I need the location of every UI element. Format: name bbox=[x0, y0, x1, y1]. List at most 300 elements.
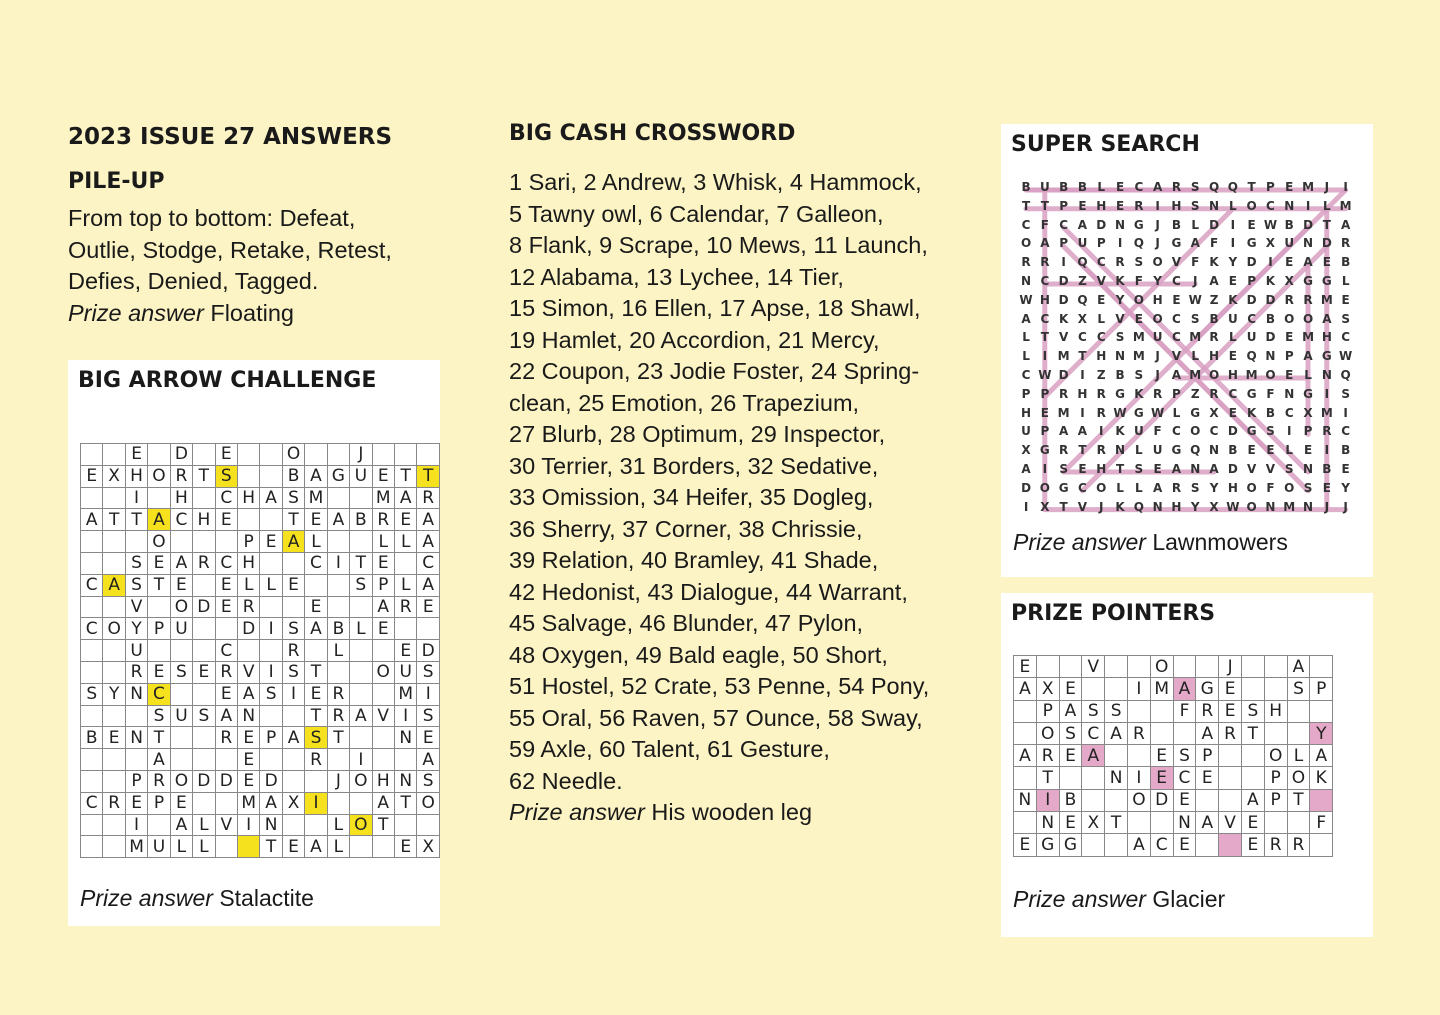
search-letter: G bbox=[1171, 236, 1182, 251]
search-letter: O bbox=[1265, 368, 1276, 382]
search-letter: T bbox=[1040, 330, 1049, 345]
prize-value: Lawnmowers bbox=[1145, 529, 1288, 555]
grid-cell: Y bbox=[1310, 722, 1333, 744]
search-letter: E bbox=[1341, 462, 1350, 476]
grid-cell: A bbox=[148, 509, 170, 531]
search-letter: F bbox=[1266, 480, 1275, 495]
grid-cell: R bbox=[215, 661, 237, 683]
search-letter: T bbox=[1078, 443, 1087, 458]
grid-cell: T bbox=[417, 465, 440, 487]
grid-cell: B bbox=[350, 509, 372, 531]
grid-cell bbox=[148, 596, 170, 618]
grid-cell bbox=[260, 509, 282, 531]
grid-cell bbox=[1105, 834, 1128, 856]
grid-cell: T bbox=[350, 552, 372, 574]
search-letter: V bbox=[1096, 274, 1106, 288]
search-letter: I bbox=[1117, 236, 1123, 251]
search-letter: M bbox=[1302, 180, 1315, 194]
grid-cell bbox=[282, 596, 304, 618]
grid-cell: E bbox=[1241, 834, 1264, 856]
grid-cell: E bbox=[394, 509, 416, 531]
search-letter: E bbox=[1341, 292, 1350, 307]
search-letter: P bbox=[1172, 386, 1181, 401]
search-letter: B bbox=[1021, 180, 1031, 194]
search-letter: E bbox=[1228, 405, 1237, 420]
search-letter: G bbox=[1190, 405, 1201, 420]
grid-cell: D bbox=[215, 770, 237, 792]
grid-cell: A bbox=[282, 727, 304, 749]
arrow-words-grid bbox=[80, 443, 440, 858]
grid-cell: R bbox=[305, 749, 327, 771]
grid-cell bbox=[1150, 722, 1173, 744]
search-letter: N bbox=[1115, 349, 1126, 364]
grid-cell bbox=[1264, 678, 1287, 700]
grid-row bbox=[81, 727, 440, 749]
search-letter: L bbox=[1323, 198, 1331, 213]
grid-cell: P bbox=[260, 727, 282, 749]
search-letter: K bbox=[1246, 405, 1257, 420]
grid-cell: S bbox=[350, 574, 372, 596]
grid-cell: C bbox=[305, 552, 327, 574]
search-letter: Y bbox=[1153, 274, 1162, 288]
grid-cell bbox=[394, 444, 416, 466]
search-letter: H bbox=[1152, 292, 1163, 307]
grid-cell: A bbox=[215, 705, 237, 727]
grid-cell: E bbox=[282, 574, 304, 596]
grid-cell bbox=[260, 444, 282, 466]
grid-row bbox=[81, 683, 440, 705]
search-letter: B bbox=[1322, 462, 1332, 476]
grid-cell: E bbox=[237, 749, 259, 771]
grid-cell bbox=[372, 444, 394, 466]
search-letter: E bbox=[1078, 198, 1087, 213]
grid-cell: O bbox=[417, 792, 440, 814]
search-letter: B bbox=[1209, 311, 1219, 326]
grid-cell: A bbox=[1082, 745, 1105, 767]
search-letter: O bbox=[1039, 480, 1050, 495]
answer-line: 62 Needle. bbox=[509, 767, 623, 794]
grid-cell: S bbox=[81, 683, 103, 705]
search-letter: R bbox=[1096, 405, 1106, 420]
search-letter: F bbox=[1191, 255, 1200, 270]
grid-cell: R bbox=[215, 727, 237, 749]
search-letter: E bbox=[1078, 462, 1087, 476]
grid-cell: R bbox=[282, 640, 304, 662]
grid-cell bbox=[1310, 789, 1333, 811]
grid-cell: O bbox=[372, 661, 394, 683]
grid-cell bbox=[1127, 656, 1150, 678]
grid-cell: P bbox=[372, 574, 394, 596]
search-letter: P bbox=[1284, 349, 1294, 364]
grid-cell bbox=[1219, 834, 1242, 856]
grid-cell bbox=[1059, 656, 1082, 678]
search-letter: N bbox=[1209, 443, 1220, 458]
grid-cell: P bbox=[148, 792, 170, 814]
grid-cell: E bbox=[1150, 767, 1173, 789]
grid-cell: A bbox=[1014, 678, 1037, 700]
grid-cell: I bbox=[260, 661, 282, 683]
grid-cell: E bbox=[305, 683, 327, 705]
search-letter: E bbox=[1285, 180, 1294, 194]
grid-cell: E bbox=[1219, 700, 1242, 722]
grid-cell bbox=[1241, 656, 1264, 678]
grid-cell: C bbox=[81, 618, 103, 640]
search-letter: M bbox=[1339, 198, 1352, 213]
grid-cell: E bbox=[372, 618, 394, 640]
grid-cell bbox=[350, 792, 372, 814]
search-letter: N bbox=[1303, 499, 1314, 514]
grid-row bbox=[81, 574, 440, 596]
search-letter: S bbox=[1190, 180, 1200, 194]
grid-cell bbox=[350, 640, 372, 662]
grid-cell bbox=[81, 444, 103, 466]
grid-cell bbox=[1219, 767, 1242, 789]
search-letter: R bbox=[1284, 292, 1294, 307]
grid-cell bbox=[125, 705, 147, 727]
grid-row bbox=[81, 770, 440, 792]
grid-cell bbox=[170, 531, 192, 553]
grid-cell bbox=[1219, 789, 1242, 811]
grid-cell bbox=[125, 749, 147, 771]
grid-cell: E bbox=[372, 552, 394, 574]
grid-cell: A bbox=[394, 487, 416, 509]
search-letter: F bbox=[1134, 274, 1143, 288]
search-letter: L bbox=[1172, 405, 1181, 420]
search-letter: D bbox=[1265, 292, 1276, 307]
search-letter: O bbox=[1133, 292, 1144, 307]
grid-cell bbox=[81, 531, 103, 553]
grid-cell: O bbox=[1287, 767, 1310, 789]
search-letter: B bbox=[1284, 217, 1294, 232]
grid-cell: A bbox=[282, 531, 304, 553]
search-letter: I bbox=[1099, 424, 1104, 439]
grid-cell: R bbox=[327, 683, 349, 705]
search-letter: X bbox=[1040, 499, 1050, 514]
grid-cell bbox=[327, 792, 349, 814]
grid-cell bbox=[215, 749, 237, 771]
search-letter: I bbox=[1155, 198, 1160, 213]
search-letter: R bbox=[1209, 330, 1219, 345]
search-letter: T bbox=[1059, 499, 1068, 514]
grid-cell: S bbox=[282, 661, 304, 683]
grid-cell: A bbox=[1241, 789, 1264, 811]
grid-cell bbox=[1173, 722, 1196, 744]
search-letter: I bbox=[1042, 349, 1048, 364]
search-letter: D bbox=[1265, 330, 1276, 345]
grid-cell: R bbox=[237, 596, 259, 618]
search-letter: X bbox=[1303, 405, 1313, 420]
grid-cell: R bbox=[394, 596, 416, 618]
grid-cell bbox=[237, 509, 259, 531]
search-letter: Y bbox=[1209, 480, 1219, 495]
grid-cell: R bbox=[1127, 722, 1150, 744]
search-letter: I bbox=[1343, 180, 1348, 194]
grid-cell: S bbox=[193, 705, 215, 727]
grid-cell: H bbox=[125, 465, 147, 487]
grid-cell bbox=[327, 749, 349, 771]
grid-cell: C bbox=[170, 509, 192, 531]
grid-cell bbox=[193, 618, 215, 640]
search-letter: S bbox=[1341, 386, 1350, 401]
grid-cell bbox=[372, 727, 394, 749]
search-letter: N bbox=[1284, 198, 1295, 213]
search-letter: J bbox=[1343, 499, 1348, 514]
search-letter: S bbox=[1190, 311, 1200, 326]
grid-row bbox=[81, 509, 440, 531]
search-letter: A bbox=[1021, 462, 1031, 476]
grid-cell: E bbox=[1196, 767, 1219, 789]
grid-cell: X bbox=[1082, 812, 1105, 834]
search-letter: T bbox=[1040, 198, 1049, 213]
grid-cell bbox=[350, 683, 372, 705]
grid-cell bbox=[1036, 656, 1059, 678]
search-letter: I bbox=[1080, 405, 1085, 420]
search-letter: A bbox=[1303, 349, 1313, 364]
search-letter: H bbox=[1171, 198, 1182, 213]
search-letter: I bbox=[1230, 217, 1236, 232]
grid-cell bbox=[305, 574, 327, 596]
search-letter: C bbox=[1247, 311, 1257, 326]
grid-cell: B bbox=[282, 465, 304, 487]
grid-cell bbox=[327, 531, 349, 553]
big-arrow-title: BIG ARROW CHALLENGE bbox=[78, 368, 377, 393]
search-letter: M bbox=[1189, 330, 1202, 345]
search-letter: P bbox=[1021, 386, 1031, 401]
search-letter: O bbox=[1246, 480, 1257, 495]
grid-cell: S bbox=[170, 661, 192, 683]
grid-cell: E bbox=[305, 509, 327, 531]
grid-cell bbox=[350, 531, 372, 553]
search-letter: R bbox=[1134, 198, 1144, 213]
search-letter: A bbox=[1190, 236, 1200, 251]
search-letter: S bbox=[1134, 255, 1144, 270]
search-letter: B bbox=[1171, 217, 1182, 232]
search-letter: Q bbox=[1077, 255, 1088, 270]
grid-cell: M bbox=[125, 836, 147, 858]
grid-row bbox=[81, 618, 440, 640]
search-letter: R bbox=[1096, 443, 1106, 458]
grid-cell bbox=[282, 770, 304, 792]
grid-cell: E bbox=[125, 792, 147, 814]
search-letter: Q bbox=[1190, 443, 1201, 458]
grid-cell: E bbox=[1059, 812, 1082, 834]
grid-cell: N bbox=[1036, 812, 1059, 834]
search-letter: B bbox=[1059, 180, 1069, 194]
search-letter: X bbox=[1209, 499, 1219, 514]
grid-cell bbox=[237, 640, 259, 662]
grid-cell: U bbox=[148, 836, 170, 858]
grid-row bbox=[1014, 722, 1333, 744]
search-letter: I bbox=[1287, 424, 1292, 439]
grid-cell bbox=[282, 749, 304, 771]
search-letter: O bbox=[1284, 480, 1295, 495]
answer-line: 15 Simon, 16 Ellen, 17 Apse, 18 Shawl, bbox=[509, 295, 921, 321]
grid-cell: S bbox=[282, 618, 304, 640]
grid-cell bbox=[1264, 722, 1287, 744]
search-letter: U bbox=[1227, 311, 1238, 326]
search-letter: O bbox=[1152, 255, 1163, 270]
search-letter: A bbox=[1058, 424, 1069, 439]
grid-cell: T bbox=[327, 727, 349, 749]
search-letter: C bbox=[1209, 424, 1219, 439]
search-letter: Y bbox=[1341, 480, 1350, 495]
search-letter: N bbox=[1021, 274, 1032, 288]
search-letter: K bbox=[1058, 311, 1069, 326]
grid-cell: E bbox=[1014, 834, 1037, 856]
grid-cell bbox=[1082, 767, 1105, 789]
grid-cell bbox=[1150, 700, 1173, 722]
big-cash-answers bbox=[509, 167, 929, 829]
grid-cell bbox=[1082, 834, 1105, 856]
answer-line: 42 Hedonist, 43 Dialogue, 44 Warrant, bbox=[509, 578, 908, 605]
search-letter: E bbox=[1285, 255, 1294, 270]
grid-cell bbox=[103, 749, 125, 771]
grid-cell: E bbox=[1059, 745, 1082, 767]
grid-cell: O bbox=[282, 444, 304, 466]
grid-cell: T bbox=[125, 509, 147, 531]
search-letter: D bbox=[1246, 255, 1257, 270]
grid-cell: U bbox=[170, 618, 192, 640]
pile-up-line: Outlie, Stodge, Retake, Retest, bbox=[68, 236, 392, 263]
grid-cell bbox=[103, 770, 125, 792]
grid-cell bbox=[1264, 812, 1287, 834]
grid-cell: A bbox=[103, 574, 125, 596]
grid-cell: T bbox=[103, 509, 125, 531]
search-letter: C bbox=[1172, 330, 1181, 345]
grid-cell: F bbox=[1173, 700, 1196, 722]
grid-cell: C bbox=[215, 487, 237, 509]
grid-cell: E bbox=[237, 727, 259, 749]
grid-cell: N bbox=[394, 727, 416, 749]
grid-row bbox=[1014, 789, 1333, 811]
search-letter: S bbox=[1284, 462, 1294, 476]
answer-line: 12 Alabama, 13 Lychee, 14 Tier, bbox=[509, 263, 844, 290]
grid-row bbox=[81, 640, 440, 662]
search-letter: O bbox=[1246, 499, 1257, 514]
search-letter: D bbox=[1058, 292, 1069, 307]
grid-cell bbox=[103, 814, 125, 836]
search-letter: A bbox=[1171, 462, 1182, 476]
search-letter: Z bbox=[1190, 386, 1200, 401]
grid-cell: E bbox=[1241, 812, 1264, 834]
grid-cell: B bbox=[81, 727, 103, 749]
grid-cell: I bbox=[327, 552, 349, 574]
grid-cell: T bbox=[148, 727, 170, 749]
grid-cell bbox=[193, 792, 215, 814]
grid-cell: C bbox=[1173, 767, 1196, 789]
grid-cell: R bbox=[1196, 700, 1219, 722]
search-letter: I bbox=[1061, 255, 1066, 270]
big-cash-title: BIG CASH CROSSWORD bbox=[509, 121, 796, 146]
search-letter: W bbox=[1226, 499, 1240, 514]
grid-cell: O bbox=[1264, 745, 1287, 767]
grid-row bbox=[1014, 656, 1333, 678]
grid-cell bbox=[81, 487, 103, 509]
grid-cell bbox=[1287, 700, 1310, 722]
search-letter: E bbox=[1322, 255, 1331, 270]
search-letter: O bbox=[1020, 236, 1032, 251]
search-letter: U bbox=[1246, 330, 1257, 345]
grid-cell: O bbox=[148, 531, 170, 553]
grid-cell: E bbox=[125, 444, 147, 466]
search-letter: R bbox=[1040, 255, 1050, 270]
search-letter: A bbox=[1171, 368, 1182, 382]
grid-cell: I bbox=[394, 705, 416, 727]
prize-pointers-title: PRIZE POINTERS bbox=[1011, 601, 1216, 626]
grid-cell: S bbox=[148, 705, 170, 727]
grid-cell bbox=[103, 836, 125, 858]
search-letter: G bbox=[1303, 386, 1313, 401]
grid-cell bbox=[170, 683, 192, 705]
search-letter: W bbox=[1188, 292, 1202, 307]
grid-cell: L bbox=[260, 574, 282, 596]
search-letter: T bbox=[1247, 180, 1256, 194]
grid-cell: A bbox=[1014, 745, 1037, 767]
grid-cell: N bbox=[260, 814, 282, 836]
grid-cell bbox=[170, 640, 192, 662]
grid-cell bbox=[1127, 700, 1150, 722]
grid-cell: O bbox=[1127, 789, 1150, 811]
grid-cell bbox=[193, 683, 215, 705]
search-letter: P bbox=[1040, 424, 1050, 439]
grid-cell bbox=[103, 705, 125, 727]
grid-cell bbox=[1219, 745, 1242, 767]
grid-cell bbox=[1173, 656, 1196, 678]
grid-cell: L bbox=[350, 618, 372, 640]
search-letter: E bbox=[1266, 443, 1275, 458]
grid-cell: I bbox=[125, 814, 147, 836]
grid-cell: A bbox=[1173, 678, 1196, 700]
grid-cell: H bbox=[237, 552, 259, 574]
grid-cell: M bbox=[372, 487, 394, 509]
grid-cell bbox=[148, 444, 170, 466]
search-letter: U bbox=[1021, 424, 1031, 439]
grid-cell: N bbox=[1014, 789, 1037, 811]
grid-cell: L bbox=[237, 574, 259, 596]
grid-cell: A bbox=[237, 683, 259, 705]
grid-cell bbox=[417, 618, 440, 640]
grid-cell bbox=[394, 618, 416, 640]
grid-cell bbox=[260, 749, 282, 771]
search-letter: V bbox=[1246, 462, 1257, 476]
grid-cell: L bbox=[394, 531, 416, 553]
search-letter: I bbox=[1305, 198, 1311, 213]
grid-cell bbox=[1310, 656, 1333, 678]
grid-cell bbox=[260, 705, 282, 727]
search-letter: J bbox=[1155, 217, 1160, 232]
grid-cell: D bbox=[193, 596, 215, 618]
grid-cell: A bbox=[1059, 700, 1082, 722]
grid-cell: L bbox=[305, 531, 327, 553]
grid-cell bbox=[1241, 745, 1264, 767]
grid-cell bbox=[1310, 700, 1333, 722]
search-letter: W bbox=[1339, 349, 1353, 364]
grid-cell: E bbox=[282, 836, 304, 858]
grid-cell bbox=[1241, 767, 1264, 789]
grid-cell: L bbox=[327, 814, 349, 836]
answer-line: 1 Sari, 2 Andrew, 3 Whisk, 4 Hammock, bbox=[509, 169, 922, 195]
grid-cell bbox=[417, 444, 440, 466]
grid-cell bbox=[394, 814, 416, 836]
grid-cell: J bbox=[350, 444, 372, 466]
search-letter: I bbox=[1324, 386, 1330, 401]
grid-cell: A bbox=[417, 509, 440, 531]
grid-cell: R bbox=[327, 705, 349, 727]
search-letter: Y bbox=[1190, 499, 1200, 514]
grid-cell bbox=[305, 640, 327, 662]
grid-cell bbox=[1082, 678, 1105, 700]
grid-cell: R bbox=[417, 487, 440, 509]
